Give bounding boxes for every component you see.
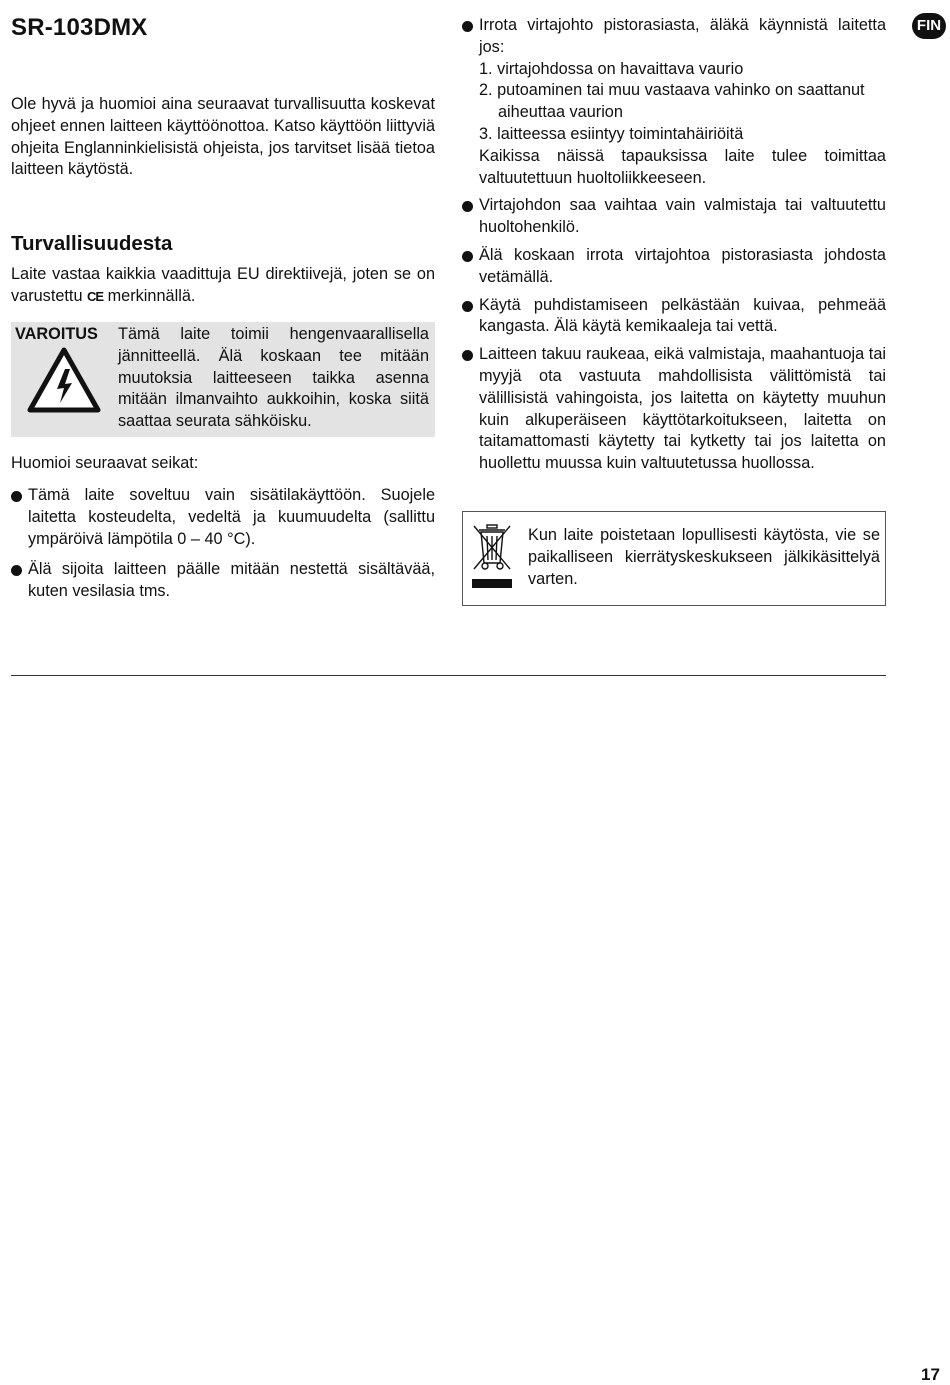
high-voltage-warning-icon: [27, 347, 101, 413]
left-bullet-list: [11, 485, 435, 603]
unplug-condition: 1. virtajohdossa on havaittava vaurio: [479, 59, 744, 78]
disposal-text: [528, 525, 880, 590]
unplug-item: [462, 15, 886, 189]
bullet-dot: [462, 201, 473, 212]
ce-text-after: merkinnällä.: [107, 286, 196, 305]
disposal-text-body: Kun laite poistetaan lopullisesti käytösta, vie se paikalliseen kierrätyskeskukseen jälkikäsittelyä varten.: [528, 526, 880, 588]
bullet-dot: [462, 251, 473, 262]
bullet-dot: [11, 491, 22, 502]
list-item-text: Älä koskaan irrota virtajohtoa pistorasiasta johdosta vetämällä.: [479, 245, 886, 286]
unplug-condition: [479, 80, 886, 124]
weee-crossed-bin-icon: [471, 523, 513, 589]
ce-statement: [11, 264, 435, 308]
warning-text: [118, 324, 429, 433]
page-number: 17: [921, 1365, 940, 1384]
bullet-dot: [462, 301, 473, 312]
ce-text-before: Laite vastaa kaikkia vaadittuja EU direktiivejä, joten se on varustettu: [11, 265, 435, 305]
model-title: SR-103DMX: [11, 14, 148, 41]
list-item: [11, 559, 435, 603]
unplug-followup: Kaikissa näissä tapauksissa laite tulee toimittaa valtuutettuun huoltoliikkeeseen.: [479, 146, 886, 187]
horizontal-divider: [11, 675, 886, 676]
list-item: [462, 245, 886, 289]
list-item: [462, 195, 886, 239]
intro-text: Ole hyvä ja huomioi aina seuraavat turvallisuutta koskevat ohjeet ennen laitteen käyttöönottoa. Katso käyttöön liittyviä ohjeita Englanninkielisistä ohjeista, jos tarvitset lisää tietoa laitteen käytöstä.: [11, 95, 435, 179]
bullet-dot: [462, 21, 473, 32]
language-badge: FIN: [912, 13, 946, 39]
warning-text-body: Tämä laite toimii hengenvaarallisella jännitteellä. Älä koskaan tee mitään muutoksia laitteeseen taikka asenna mitään ilmanvaihto aukkoihin, koska siitä saattaa seurata sähköisku.: [118, 325, 429, 431]
list-item-text: Virtajohdon saa vaihtaa vain valmistaja tai valtuutettu huoltohenkilö.: [479, 196, 886, 237]
list-item: [462, 344, 886, 475]
notes-intro: Huomioi seuraavat seikat:: [11, 454, 199, 472]
intro-paragraph: [11, 94, 435, 181]
warning-label: VAROITUS: [15, 325, 98, 343]
list-item-text: Tämä laite soveltuu vain sisätilakäyttöön. Suojele laitetta kosteudelta, vedeltä ja kuumuudelta (sallittu ympäröivä lämpötila 0 – 40 °C).: [28, 486, 435, 548]
unplug-condition-text: 2. putoaminen tai muu vastaava vahinko on saattanut aiheuttaa vaurion: [479, 81, 865, 122]
ce-mark-icon: CE: [87, 288, 104, 304]
bullet-dot: [11, 565, 22, 576]
safety-section: [11, 232, 435, 256]
unplug-text: Irrota virtajohto pistorasiasta, äläkä käynnistä laitetta jos:: [479, 16, 886, 56]
list-item-text: Laitteen takuu raukeaa, eikä valmistaja, maahantuoja tai myyjä ota vastuuta mahdollisista välittömistä tai välillisistä vahingoista, jos laitetta on käytetty muuhun kuin alkuperäiseen käyttötarkoitukseen, laitetta on taitamattomasti käytetty tai kytketty tai jos laitetta on huollettu muussa kuin valtuutetussa huollossa.: [479, 345, 886, 473]
bullet-dot: [462, 350, 473, 361]
right-bullet-list: [462, 15, 886, 475]
unplug-condition: 3. laitteessa esiintyy toimintahäiriöitä: [479, 124, 744, 143]
list-item: [462, 295, 886, 339]
safety-heading: Turvallisuudesta: [11, 232, 173, 255]
list-item-text: Älä sijoita laitteen päälle mitään nestettä sisältävää, kuten vesilasia tms.: [28, 560, 435, 601]
list-item-text: Käytä puhdistamiseen pelkästään kuivaa, pehmeää kangasta. Älä käytä kemikaaleja tai vettä.: [479, 295, 886, 336]
list-item: [11, 485, 435, 550]
